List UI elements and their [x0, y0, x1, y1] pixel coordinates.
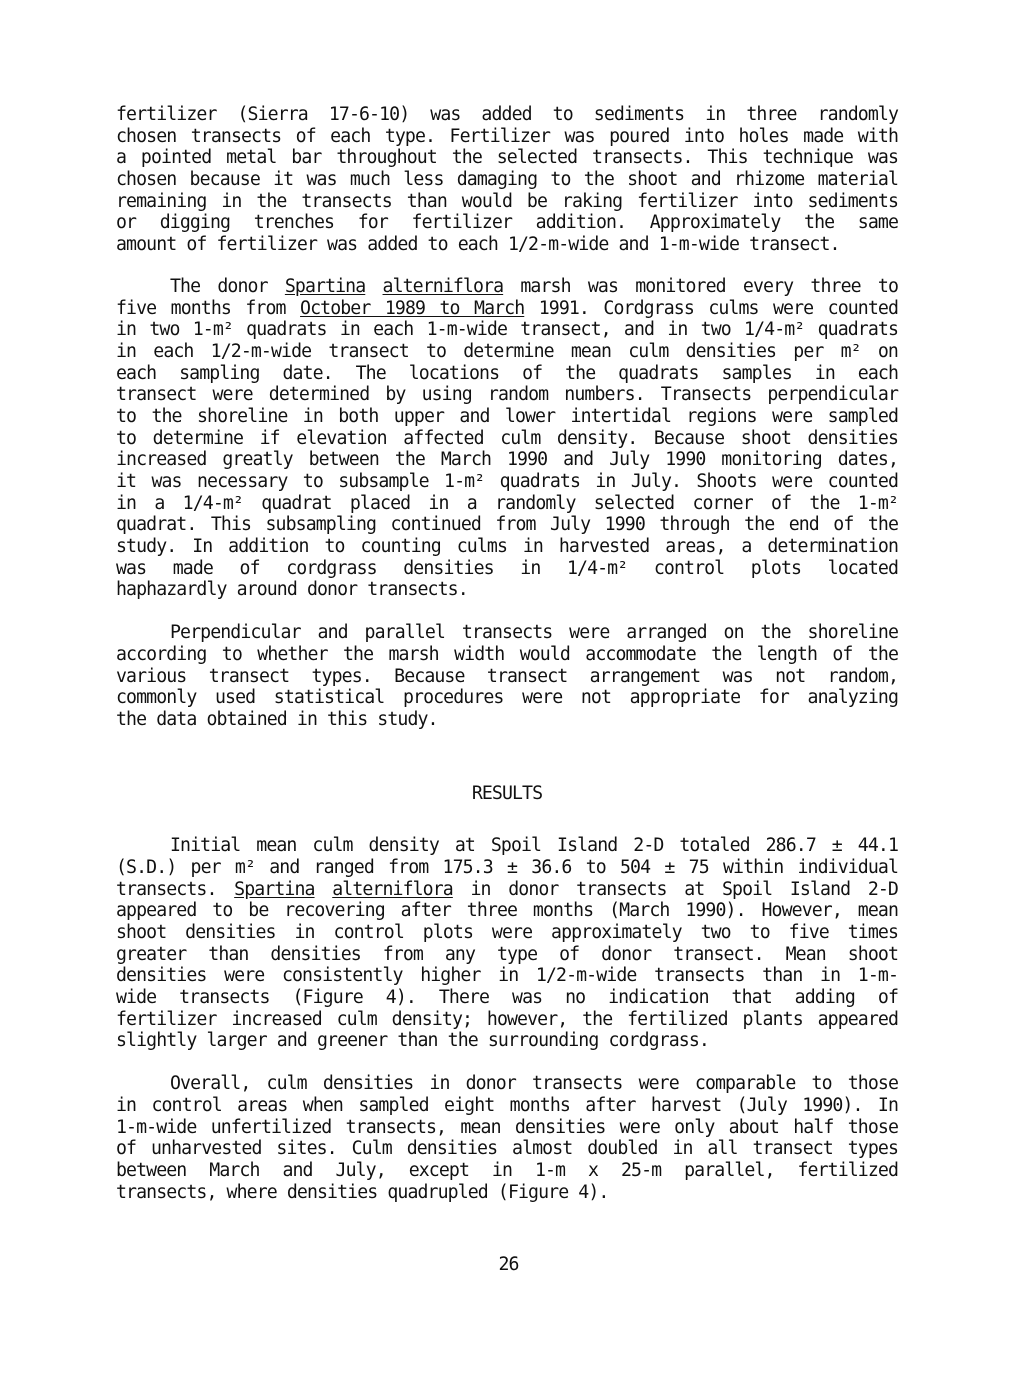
text-line: fertilizer (Sierra 17-6-10) was added to sediments in three randomly — [116, 104, 898, 125]
text-line: wide transects (Figure 4). There was no indication that adding of — [116, 987, 898, 1009]
text-line: it was necessary to subsample 1-m² quadrats in July. Shoots were counted — [116, 471, 898, 492]
text-line: between March and July, except in 1-m x 25-m parallel, fertilized — [116, 1159, 898, 1181]
text-line: to determine if elevation affected culm density. Because shoot densities — [116, 427, 898, 449]
methods-paragraph-transect-arrangement — [116, 622, 898, 730]
text-line: transects, where densities quadrupled (Figure 4). — [116, 1181, 609, 1203]
text-line: in a 1/4-m² quadrat placed in a randomly selected corner of the 1-m² — [116, 492, 898, 514]
text-line: shoot densities in control plots were approximately two to five times — [116, 922, 898, 944]
text-line: was made of cordgrass densities in 1/4-m² control plots located — [116, 557, 898, 579]
text-line: remaining in the transects than would be raking fertilizer into sediments — [116, 190, 898, 212]
text-line: in control areas when sampled eight months after harvest (July 1990). In — [116, 1094, 898, 1116]
results-paragraph-initial-density — [116, 835, 898, 1052]
text-line: of unharvested sites. Culm densities almost doubled in all transect types — [116, 1138, 898, 1160]
text-line: a pointed metal bar throughout the selected transects. This technique was — [116, 147, 898, 169]
text-line: Initial mean culm density at Spoil Island 2-D totaled 286.7 ± 44.1 — [170, 835, 898, 857]
text-line: or digging trenches for fertilizer addition. Approximately the same — [116, 212, 898, 234]
methods-paragraph-fertilizer — [116, 104, 898, 256]
text-line: chosen because it was much less damaging to the shoot and rhizome material — [116, 169, 898, 191]
text-line: to the shoreline in both upper and lower intertidal regions were sampled — [116, 405, 898, 427]
text-line: Overall, culm densities in donor transects were comparable to those — [170, 1073, 898, 1095]
text-line: slightly larger and greener than the surrounding cordgrass. — [116, 1030, 709, 1052]
section-heading-results: RESULTS — [471, 782, 543, 804]
document-body — [116, 104, 898, 1203]
methods-paragraph-monitoring — [116, 276, 898, 601]
text-line: commonly used statistical procedures were not appropriate for analyzing — [116, 687, 898, 709]
text-line: in each 1/2-m-wide transect to determine mean culm densities per m² on — [116, 340, 898, 362]
text-line: 1-m-wide unfertilized transects, mean densities were only about half those — [116, 1116, 898, 1138]
text-line: The donor Spartina alterniflora marsh was monitored every three to — [170, 275, 898, 297]
text-line: various transect types. Because transect arrangement was not random, — [116, 665, 898, 687]
page-number: 26 — [498, 1254, 519, 1275]
text-line: five months from October 1989 to March 1991. Cordgrass culms were counted — [116, 297, 898, 319]
text-line: transects. Spartina alterniflora in donor transects at Spoil Island 2-D — [116, 878, 898, 900]
text-line: amount of fertilizer was added to each 1/2-m-wide and 1-m-wide transect. — [116, 234, 840, 256]
text-line: transect were determined by using random numbers. Transects perpendicular — [116, 384, 898, 406]
text-line: Perpendicular and parallel transects were arranged on the shoreline — [170, 622, 898, 644]
text-line: increased greatly between the March 1990 and July 1990 monitoring dates, — [116, 449, 898, 471]
text-line: fertilizer increased culm density; however, the fertilized plants appeared — [116, 1008, 898, 1030]
results-paragraph-overall — [116, 1073, 898, 1203]
text-line: study. In addition to counting culms in harvested areas, a determination — [116, 536, 898, 558]
text-line: according to whether the marsh width would accommodate the length of the — [116, 643, 898, 665]
text-line: haphazardly around donor transects. — [116, 579, 468, 601]
text-line: (S.D.) per m² and ranged from 175.3 ± 36.6 to 504 ± 75 within individual — [116, 856, 898, 878]
text-line: appeared to be recovering after three months (March 1990). However, mean — [116, 900, 898, 922]
text-line: each sampling date. The locations of the quadrats samples in each — [116, 362, 898, 384]
text-line: greater than densities from any type of donor transect. Mean shoot — [116, 943, 898, 965]
text-line: quadrat. This subsampling continued from July 1990 through the end of the — [116, 514, 898, 536]
text-line: the data obtained in this study. — [116, 708, 438, 730]
text-line: densities were consistently higher in 1/2-m-wide transects than in 1-m- — [116, 965, 898, 987]
text-line: in two 1-m² quadrats in each 1-m-wide transect, and in two 1/4-m² quadrats — [116, 319, 898, 341]
text-line: chosen transects of each type. Fertilizer was poured into holes made with — [116, 125, 898, 147]
